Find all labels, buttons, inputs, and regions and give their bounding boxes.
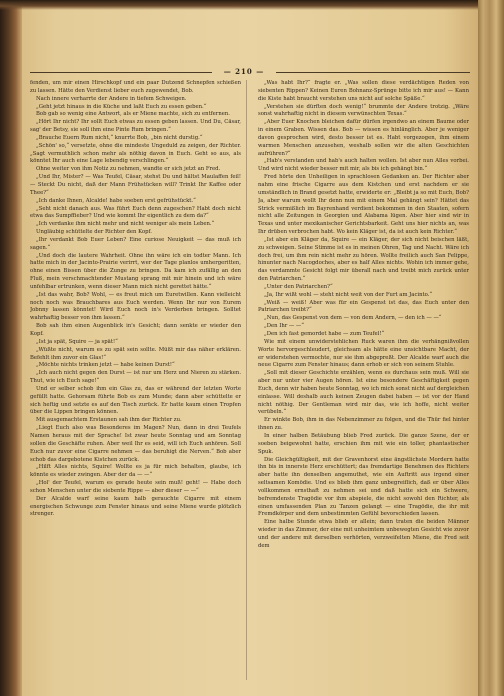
paragraph: „Ich verdanke ihm nicht mehr und nicht weniger als mein Leben.“	[36, 221, 215, 228]
paragraph: Ohne weiter von ihm Notiz zu nehmen, wandte er sich jetzt an Fred.	[36, 166, 221, 173]
paragraph: Er winkte Bob, ihm in das Nebenzimmer zu folgen, und die Thür fiel hinter ihnen zu.	[258, 417, 469, 432]
paragraph: „Was habt Ihr?“ fragte er. „Was sollen diese verdächtigen Reden von siebenten Rippen? Keinen Euren Bohnanz-Sprünge bitte ich mir aus! — Kann die Kiste habt braucht verstehen uns nicht auf solche Späße.“	[258, 80, 469, 102]
paragraph: Und er selber schob ihm ein Glas zu, das er während der letzten Worte gefüllt hatte. Gehorsam führte Bob es zum Munde; dann aber schüttelte er sich heftig und setzte es auf den Tisch zurück. Er hatte kaum einen Tropfen über die Lippen bringen können.	[30, 385, 241, 416]
paragraph: „Den Ihr — —“	[264, 323, 304, 330]
page-header	[30, 68, 470, 78]
paragraph: „Unter den Patriarchen?“	[264, 283, 333, 290]
paragraph: Wie mit einem unwiderstehlichen Ruck waren ihm die verhängnißvollen Worte hervorgeschleudert, gleichsam als hätte eine unsichtbare Macht, der er widerstehen vermochte, nur sie ihm abgepreßt. Der Alcalde warf auch die neue Cigarre zum Fenster hinaus; dann erhob er sich von seinem Stuhle.	[258, 338, 469, 369]
paragraph: „Ist aber ein Kläger da, Squire — ein Kläger, der sich nicht beischen läßt, zu schweigen. Seine Stimme ist es in meinen Ohren, Tag und Nacht. Wäre ich doch frei, um ihm rein nicht mehr zu hören. Wollte freilich auch San Felippe, hinunter nach Nacogdoches, aber es half Alles nichts. Wohin ich immer gehe, das verdammte Gesicht folgt mir überall nach und treibt mich zurück unter den Patriarchen.“	[258, 236, 469, 283]
paragraph: Bob sah ihm einen Augenblick in's Gesicht; dann senkte er wieder den Kopf.	[30, 323, 241, 337]
paragraph: „Geht jetzt hinaus in die Küche und laßt Euch zu essen geben.“	[36, 103, 207, 110]
paragraph: „Wüßte nicht, warum es zu spät sein sollte. Müßt mir das näher erklären. Befehlt ihm zuvor ein Glas!“	[30, 346, 241, 361]
paragraph: „Ja, Ihr wißt wohl — steht nicht weit von der Furt am Jacinto.“	[264, 291, 433, 298]
paragraph: „Schön' so,“ versetzte, ohne die mindeste Ungeduld zu zeigen, der Richter. „Sagt vermuthlich schon mehr als nöthig davon in Euch. Geht so aus, als könntet Ihr auch eine Lage lebendig verschlingen.“	[30, 142, 241, 165]
paragraph: „Soll mit dieser Geschichte erzählen, wenn es durchaus sein muß. Will sie aber nur unter vier Augen hören. Ist eine besondere Geschäftigkeit gegen Euch, denn wir haben heute Sonntag, wo ich mich sonst nicht auf dergleichen einlasse. Will deshalb auch keinen Zeugen dabei haben — ist vor der Hand nicht nöthig. Der Gentleman wird mir das, wie ich hoffe, nicht weiter verübeln.“	[258, 370, 469, 416]
column-divider	[246, 80, 247, 680]
paragraph: „Nun, das Gespenst von dem — von dem Andern, — den ich — —“	[264, 315, 442, 322]
paragraph: Der Alcalde warf seine kaum halb gerauchte Cigarre mit einem energischen Schwunge zum Fenster hinaus und seine Miene wurde plötzlich strenger.	[30, 495, 241, 518]
paragraph: „Ich danke Ihnen, Alcalde! habe soeben erst gefrühstückt.“	[36, 197, 196, 204]
paragraph: „Weiß — weiß! Aber was für ein Gespenst ist das, das Euch unter den Patriarchen treibt?“	[258, 299, 469, 314]
header-rule-right	[276, 72, 470, 73]
page-edges-right	[478, 0, 504, 696]
paragraph: Bob gab so wenig eine Antwort, als er Miene machte, sich zu entfernen.	[36, 111, 230, 118]
paragraph: „Ich auch nicht gegen den Durst — ist nur um Herz und Nieren zu stärken. Thut, wie ich Euch sage!“	[30, 370, 241, 385]
paragraph: „Hilft Alles nichts, Squire! Wollte es ja für mich behalten, glaube, ich könnte es wieder zwingen. Aber der da — —“	[30, 464, 241, 479]
paragraph: „Und Ihr, Mister? — Was Teufel, Cäsar, stehst Du und hältst Maulaffen feil! — Steckt Du nicht, daß der Mann Frühstücken will? Trinkt Ihr Kaffee oder Thee?“	[30, 174, 241, 196]
paragraph: „Den ich fast gemordet habe — zum Teufel!“	[264, 331, 385, 337]
paragraph: Nach innere verharrte der Andere in tiefem Schweigen.	[36, 95, 187, 102]
paragraph: fenden, um mir einen Hirschkopf und ein paar Dutzend Schnepfen schießen zu lassen. Hätte den Verdienst lieber euch zugewendet, Bob.	[30, 80, 241, 94]
paragraph: „Hol' der Teufel, warum es gerade heute sein muß! geht! — Habe doch schon Menschen unter die siebente Rippe — aber dieser — —“	[30, 480, 241, 494]
paragraph: „Liegt Euch also was Besonderes im Magen? Nun, dann in drei Teufels Namen heraus mit der Sprache! Ist zwar heute Sonntag und am Sonntag sollen die Geschäfte ruhen. Aber weil Ihr es seid, will ich Euch anhören. Soll Euch nur zuvor eine Cigarre nehmen — das beruhigt die Nerven.“ Bob aber schob das dargebotene Kistchen zurück.	[30, 425, 241, 463]
paragraph: Eine halbe Stunde etwa blieb er allein; dann traten die beiden Männer wieder in das Zimmer, der eine mit unheimtem unbewegten Gesicht wie zuvor und der andere mit derselben verhörten, verzweifelten Miene, die Fred seit dem	[258, 519, 469, 549]
page-number: — 210 —	[223, 67, 265, 76]
paragraph: „Seht nicht danach aus. Was führt Euch denn zugeschen? Habt doch nicht etwa das Sumpffieber? Und wie kommt Ihr eigentlich zu dem da?“	[30, 205, 241, 220]
paragraph: „Verstehen sie dürften doch wenig!“ brummte der Andere trotzig. „Wäre sonst wahrhaftig nicht in diesem verwünschten Texas.“	[258, 103, 469, 118]
paragraph: Mit ausgemachtem Erstaunen sah ihm der Richter zu.	[36, 417, 182, 424]
paragraph: „Ist das wahr, Bob? Wohl, — es freut mich um Euretwillen. Kann vielleicht noch noch was Brauchbares aus Euch werden. Wenn Ihr nur von Eurem Jobnny lassen könntet! Wird Euch noch in's Verderben bringen. Solltet wahrhaftig besser von ihm lassen.“	[30, 291, 241, 322]
book-binding-top	[0, 0, 504, 10]
text-column-right	[258, 80, 469, 680]
paragraph: „Ist ja spät, Squire — ja spät!“	[36, 338, 118, 345]
paragraph: Ungläubig schüttelte der Richter den Kopf.	[36, 229, 152, 236]
paragraph: „Ihr verdankt Bob Euer Leben? Eine curiose Neuigkeit — das muß ich sagen.“	[30, 236, 241, 251]
paragraph: Die Gleichgültigkeit, mit der Gravenhorst eine ängstlichste Mordern hatte ihn bis in innerste Herz erschüttert; das fremdartige Benehmen des Richters aber hatte ihn denselben angemuthet, wie ein Auftritt aus irgend einer seltsamen Komödie. Und es blieb ihm ganz unbegreiflich, daß er über Alles vollkommen ernsthaft zu nehmen sei und daß hatte sich ein Schwere, befremdenste Tragödie vor ihm abspiele, die nicht sowohl den Richter, als einen umfassenden Plan zu Tanzen gelangt — eine Tragödie, die ihr mit Fremdkörper und dem unbestimmten Gefühl bevorschieden lassen.	[258, 456, 469, 518]
text-column-left	[30, 80, 241, 680]
book-binding-left	[0, 0, 22, 696]
paragraph: „Brauche Euern Rum nicht,“ knurrte Bob, „bin nicht durstig.“	[36, 134, 203, 141]
paragraph: „Und doch die lautere Wahrheit. Ohne ihn wäre ich ein todter Mann. Ich hatte mich in der Jacinto-Prairie verirrt, wer der Tage planlos umhergeritten, ohne einen Bissen über die Zunge zu bringen. Da kam ich zufällig an den Fluß, mein verschmachtender Mustang sprang mit mir hinein und ich wäre unfehlbar ertrunken, wenn dieser Mann mich nicht gerettet hätte.“	[30, 252, 241, 290]
paragraph: „Hört Ihr nicht? Ihr sollt Euch etwas zu essen geben lassen. Und Du, Cäsar, sag' der Betsy, sie soll ihm eine Pinte Rum bringen.“	[30, 119, 241, 134]
header-rule-left	[30, 72, 212, 73]
paragraph: „Hab's verstanden und hab's auch halten wollen. Ist aber nun Alles vorbei. Und wird nicht wieder besser mit mir, als bis ich gehängt bin.“	[258, 158, 469, 173]
paragraph: „Aber Euer Knochen bleichen dafür dürfen irgendwo an einem Baume oder in einem Graben. Wissen das. Bob — wissen es hinlänglich. Aber je weniger davon gesprochen wird, desto besser ist es. Habt vorgezogen, ihm einem warmen Menschen anzusehen, weshalb sollen wir die alten Geschichten aufrühren?“	[258, 119, 469, 157]
paragraph: Fred hörte den Unheiligen in sprachlosen Gedanken an. Der Richter aber nahm eine frische Cigarre aus dem Kistchen und erst nachdem er sie umständlich in Brand gesetzt hatte, erwiderte er: „Bleibt ja so mit Euch, Bob? Ja, aber warum wollt Ihr denn nun mit einem Mal gehängt sein? Hättet das Strick vermißlich im Bayrenhand verdient bekommen in den Staaten, sofern nicht alle Zeitungen in Georgien und Alabama lügen. Aber hier sind wir in Texas und unter mexikanischer Gerichtsbarkeit. Geht uns hier nichts an, was Ihr drüben verbrochen habt. Wo kein Kläger ist, da ist auch kein Richter.“	[258, 174, 469, 236]
paragraph: „Möchte nichts trinken jetzt — habe keinen Durst!“	[36, 362, 175, 369]
paragraph: In einer halben Betäubung blieb Fred zurück. Die ganze Szene, der er soeben beigewohnt hatte, erschien ihm mit wie ein toller, phantastischer Spuk.	[258, 432, 469, 455]
